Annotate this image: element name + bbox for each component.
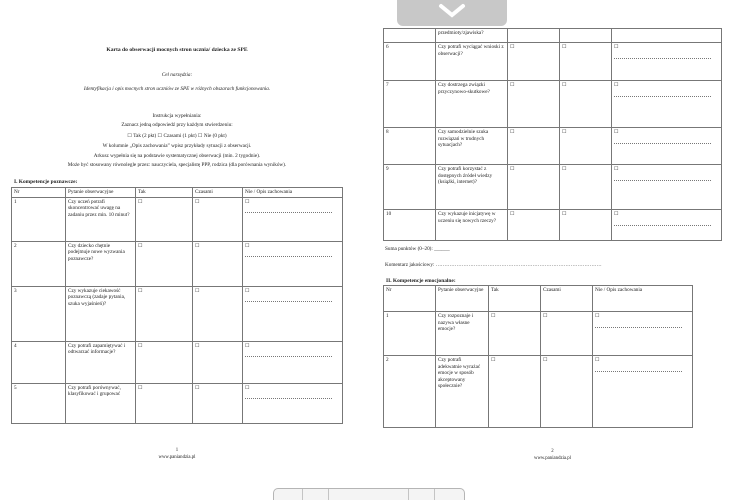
table-row <box>12 341 343 383</box>
toolbar-divider <box>302 489 303 500</box>
document-page-1 <box>8 38 346 468</box>
checkbox-tak[interactable]: ☐ <box>138 198 143 205</box>
question-text: Czy samodzielnie szuka rozwiązań w trudnych sytuacjach? <box>436 128 508 165</box>
section-title: I. Kompetencje poznawcze: <box>14 179 78 185</box>
document-title: Karta do obserwacji mocnych stron ucznia/ dziecka ze SPE <box>106 47 248 53</box>
checkbox-tak[interactable]: ☐ <box>138 287 143 294</box>
row-number: 5 <box>12 383 66 423</box>
header-cell: Tak <box>489 286 541 312</box>
table-row <box>12 286 343 341</box>
checkbox-czasami[interactable]: ☐ <box>195 287 200 294</box>
page-toolbar[interactable] <box>273 488 465 500</box>
checkbox-czasami[interactable]: ☐ <box>195 342 200 349</box>
document-page-2 <box>380 28 725 468</box>
question-text: przedmioty/zjawiska? <box>436 29 508 43</box>
checkbox-czasami[interactable]: ☐ <box>562 82 567 88</box>
checkbox-nie[interactable]: ☐ <box>245 242 250 249</box>
table-row <box>384 210 722 241</box>
row-number: 2 <box>384 356 436 428</box>
score-sum[interactable]: Suma punktów (0–20): ______ <box>385 246 450 252</box>
checkbox-nie[interactable]: ☐ <box>614 44 619 50</box>
description-line[interactable] <box>245 351 332 357</box>
table-row <box>12 241 343 286</box>
observation-table <box>11 187 343 424</box>
checkbox-czasami[interactable]: ☐ <box>195 384 200 391</box>
question-text: Czy potrafi zapamiętywać i odtwarzać informacje? <box>66 341 136 383</box>
question-text: Czy dziecko chętnie podejmuje nowe wyzwania poznawcze? <box>66 241 136 286</box>
checkbox-czasami[interactable]: ☐ <box>195 242 200 249</box>
checkbox-tak[interactable]: ☐ <box>138 384 143 391</box>
checkbox-tak[interactable]: ☐ <box>491 313 496 319</box>
header-cell: Nr <box>384 286 436 312</box>
checkbox-tak[interactable]: ☐ <box>510 44 515 50</box>
question-text: Czy dostrzega związki przyczynowo-skutkowe? <box>436 81 508 128</box>
header-cell: Tak <box>136 188 193 198</box>
description-line[interactable] <box>614 91 711 97</box>
description-line[interactable] <box>595 322 682 328</box>
checkbox-nie[interactable]: ☐ <box>245 287 250 294</box>
row-number: 9 <box>384 165 436 210</box>
question-text: Czy uczeń potrafi skoncentrować uwagę na zadaniu przez min. 10 minut? <box>66 197 136 241</box>
table-row <box>384 29 722 43</box>
description-line[interactable] <box>245 251 332 257</box>
header-cell: Czasami <box>541 286 593 312</box>
header-cell: Pytanie obserwacyjne <box>436 286 489 312</box>
table-row <box>384 81 722 128</box>
header-cell: Pytanie obserwacyjne <box>66 188 136 198</box>
table-header-row <box>384 286 693 312</box>
question-text: Czy potrafi wyciągać wnioski z obserwacji? <box>436 43 508 81</box>
row-number: 7 <box>384 81 436 128</box>
checkbox-tak[interactable]: ☐ <box>138 342 143 349</box>
checkbox-tak[interactable]: ☐ <box>138 242 143 249</box>
row-number: 1 <box>384 312 436 356</box>
table-row <box>384 43 722 81</box>
checkbox-nie[interactable]: ☐ <box>245 198 250 205</box>
description-line[interactable] <box>245 393 332 399</box>
instruction-line: ☐ Tak (2 pkt) ☐ Czasami (1 pkt) ☐ Nie (0 pkt) <box>127 133 227 139</box>
description-line[interactable] <box>614 175 711 181</box>
table-row <box>12 197 343 241</box>
checkbox-czasami[interactable]: ☐ <box>562 211 567 217</box>
row-number <box>384 29 436 43</box>
emotional-table <box>383 285 693 428</box>
table-row <box>12 383 343 423</box>
row-number: 10 <box>384 210 436 241</box>
goal-text: Identyfikacja i opis mocnych stron uczniów ze SPE w różnych obszarach funkcjonowania. <box>83 86 271 92</box>
checkbox-tak[interactable]: ☐ <box>510 166 515 172</box>
instruction-line: Arkusz wypełnia się na podstawie systematycznej obserwacji (min. 2 tygodnie). <box>93 153 261 159</box>
row-number: 1 <box>12 197 66 241</box>
observation-table-continued <box>383 28 722 241</box>
header-cell: Nie / Opis zachowania <box>243 188 343 198</box>
instruction-line: W kolumnie „Opis zachowania” wpisz przykłady sytuacji z obserwacji. <box>102 143 252 149</box>
question-text: Czy wykazuje ciekawość poznawczą (zadaje pytania, szuka wyjaśnień)? <box>66 286 136 341</box>
description-line[interactable] <box>614 220 711 226</box>
section-title: II. Kompetencje emocjonalne: <box>386 278 456 284</box>
footer-url: www.paniandzia.pl <box>534 456 571 461</box>
description-line[interactable] <box>614 53 711 59</box>
toolbar-divider <box>328 489 329 500</box>
header-cell: Nie / Opis zachowania <box>593 286 693 312</box>
header-cell: Nr <box>12 188 66 198</box>
checkbox-tak[interactable]: ☐ <box>491 357 496 363</box>
description-line[interactable] <box>595 366 682 372</box>
checkbox-czasami[interactable]: ☐ <box>562 166 567 172</box>
row-number: 3 <box>12 286 66 341</box>
checkbox-czasami[interactable]: ☐ <box>543 357 548 363</box>
row-number: 2 <box>12 241 66 286</box>
document-download-icon[interactable] <box>397 0 507 26</box>
instruction-line: Może być stosowany równolegle przez: nauczyciela, specjalistę PPP, rodzica (dla porównania wyników). <box>67 162 287 168</box>
row-number: 4 <box>12 341 66 383</box>
checkbox-nie[interactable]: ☐ <box>614 166 619 172</box>
checkbox-nie[interactable]: ☐ <box>614 82 619 88</box>
qualitative-comment[interactable]: Komentarz jakościowy: …………………………………………………………………………………… <box>385 262 602 268</box>
checkbox-nie[interactable]: ☐ <box>614 211 619 217</box>
header-cell: Czasami <box>193 188 243 198</box>
checkbox-nie[interactable]: ☐ <box>245 342 250 349</box>
question-text: Czy potrafi korzystać z dostępnych źródeł wiedzy (książki, internet)? <box>436 165 508 210</box>
toolbar-divider <box>408 489 409 500</box>
checkbox-nie[interactable]: ☐ <box>595 357 600 363</box>
instruction-line: Zaznacz jedną odpowiedź przy każdym stwierdzeniu: <box>121 122 233 128</box>
checkbox-nie[interactable]: ☐ <box>245 384 250 391</box>
table-header-row <box>12 188 343 198</box>
toolbar-divider <box>434 489 435 500</box>
question-text: Czy potrafi adekwatnie wyrażać emocje w sposób akceptowany społecznie? <box>436 356 489 428</box>
question-text: Czy potrafi porównywać, klasyfikować i grupować <box>66 383 136 423</box>
row-number: 8 <box>384 128 436 165</box>
checkbox-tak[interactable]: ☐ <box>510 211 515 217</box>
page-number: 1 <box>175 448 179 453</box>
table-row <box>384 128 722 165</box>
checkbox-nie[interactable]: ☐ <box>595 313 600 319</box>
table-row <box>384 165 722 210</box>
instruction-title: Instrukcja wypełniania: <box>152 113 202 119</box>
checkbox-tak[interactable]: ☐ <box>510 82 515 88</box>
checkbox-czasami[interactable]: ☐ <box>562 44 567 50</box>
description-line[interactable] <box>245 207 332 213</box>
description-line[interactable] <box>614 138 711 144</box>
question-text: Czy wykazuje inicjatywę w uczeniu się nowych rzeczy? <box>436 210 508 241</box>
download-arrow-icon <box>397 0 507 26</box>
goal-label: Cel narzędzia: <box>161 72 193 78</box>
checkbox-czasami[interactable]: ☐ <box>195 198 200 205</box>
description-line[interactable] <box>245 296 332 302</box>
table-row <box>384 356 693 428</box>
footer-url: www.paniandzia.pl <box>158 455 196 460</box>
table-row <box>384 312 693 356</box>
checkbox-czasami[interactable]: ☐ <box>562 129 567 135</box>
checkbox-czasami[interactable]: ☐ <box>543 313 548 319</box>
row-number: 6 <box>384 43 436 81</box>
question-text: Czy rozpoznaje i nazywa własne emocje? <box>436 312 489 356</box>
checkbox-nie[interactable]: ☐ <box>614 129 619 135</box>
page-number: 2 <box>551 449 554 454</box>
checkbox-tak[interactable]: ☐ <box>510 129 515 135</box>
